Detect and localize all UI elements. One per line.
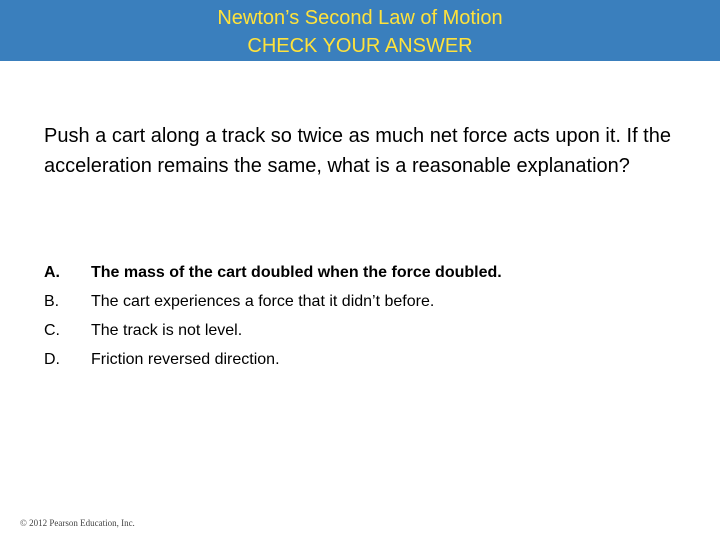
slide-title (0, 4, 720, 60)
answer-option-c (44, 316, 684, 345)
answer-text: The cart experiences a force that it didn’t before. (91, 293, 435, 310)
answer-option-b (44, 287, 684, 316)
answer-text: The mass of the cart doubled when the force doubled. (91, 264, 502, 281)
question-text: Push a cart along a track so twice as much net force acts upon it. If the acceleration remains the same, what is a reasonable explanation? (44, 125, 671, 177)
answer-text: Friction reversed direction. (91, 351, 280, 368)
answer-option-a (44, 258, 684, 287)
answer-text: The track is not level. (91, 322, 243, 339)
answer-letter: B. (44, 293, 60, 310)
answer-option-d (44, 345, 684, 374)
answer-letter: C. (44, 322, 60, 339)
title-line-2: CHECK YOUR ANSWER (247, 35, 473, 57)
answer-letter: D. (44, 351, 60, 368)
title-line-1: Newton’s Second Law of Motion (217, 7, 503, 29)
answer-list (44, 258, 684, 374)
answer-letter: A. (44, 264, 60, 281)
copyright-notice: © 2012 Pearson Education, Inc. (20, 518, 135, 528)
